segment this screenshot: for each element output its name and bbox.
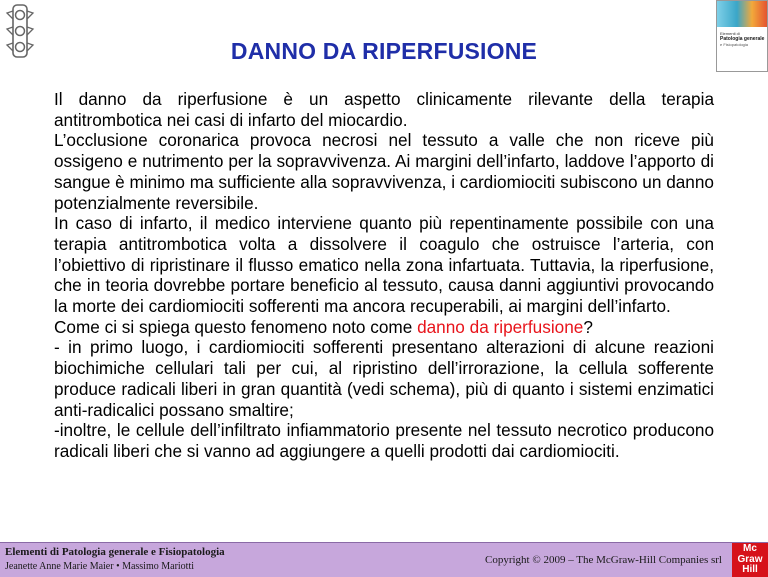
paragraph-occlusion: L’occlusione coronarica provoca necrosi nel tessuto a valle che non riceve più ossigeno e nutrimento per la sopravvivenza. Ai margini dell’infarto, laddove l’apporto di sangue è minimo ma sufficiente alla sopravvivenza, i cardiomiociti subiscono un danno potenzialmente reversibile.	[54, 130, 714, 213]
paragraph-question	[54, 317, 714, 338]
book-cover-line1: Elementi di	[720, 31, 740, 36]
footer-copyright: Copyright © 2009 – The McGraw-Hill Companies srl	[485, 554, 722, 566]
book-cover-image	[717, 1, 767, 27]
slide-body	[54, 89, 714, 462]
logo-line-3: Hill	[742, 564, 758, 575]
paragraph-therapy: In caso di infarto, il medico interviene quanto più repentinamente possibile con una terapia antitrombotica volta a dissolvere il coagulo che ostruisce l’arteria, con l’obiettivo di ripristinare il flusso ematico nella zona infartuata. Tuttavia, la riperfusione, che in teoria dovrebbe portare beneficio al tessuto, causa danni aggiuntivi provocando la morte dei cardiomiociti sofferenti ma ancora recuperabili, ai margini dell’infarto.	[54, 213, 714, 317]
footer-bar	[0, 542, 768, 577]
mcgraw-hill-logo	[732, 543, 768, 577]
paragraph-first-reason: - in primo luogo, i cardiomiociti sofferenti presentano alterazioni di alcune reazioni biochimiche cellulari tali per cui, al ripristino dell’irrorazione, la cellula sofferente produce radicali liberi in gran quantità (vedi schema), più di quanto i sistemi enzimatici anti-radicalici possano smaltire;	[54, 337, 714, 420]
book-cover-line2: Patologia generale	[720, 36, 765, 42]
highlighted-term: danno da riperfusione	[417, 316, 584, 337]
book-cover-line3: e Fisiopatologia	[720, 42, 749, 47]
question-mark: ?	[583, 316, 593, 337]
question-text: Come ci si spiega questo fenomeno noto come	[54, 316, 418, 337]
footer-book-title: Elementi di Patologia generale e Fisiopatologia	[5, 546, 225, 558]
page-title: DANNO DA RIPERFUSIONE	[230, 38, 538, 64]
paragraph-intro: Il danno da riperfusione è un aspetto clinicamente rilevante della terapia antitrombotica nei casi di infarto del miocardio.	[54, 89, 714, 130]
logo-line-1: Mc	[743, 543, 757, 554]
paragraph-second-reason: -inoltre, le cellule dell’infiltrato infiammatorio presente nel tessuto necrotico producono radicali liberi che si vanno ad aggiungere a quelli prodotti dai cardiomiociti.	[54, 420, 714, 461]
footer-authors: Jeanette Anne Marie Maier • Massimo Mariotti	[5, 561, 195, 572]
logo-line-2: Graw	[737, 553, 763, 565]
